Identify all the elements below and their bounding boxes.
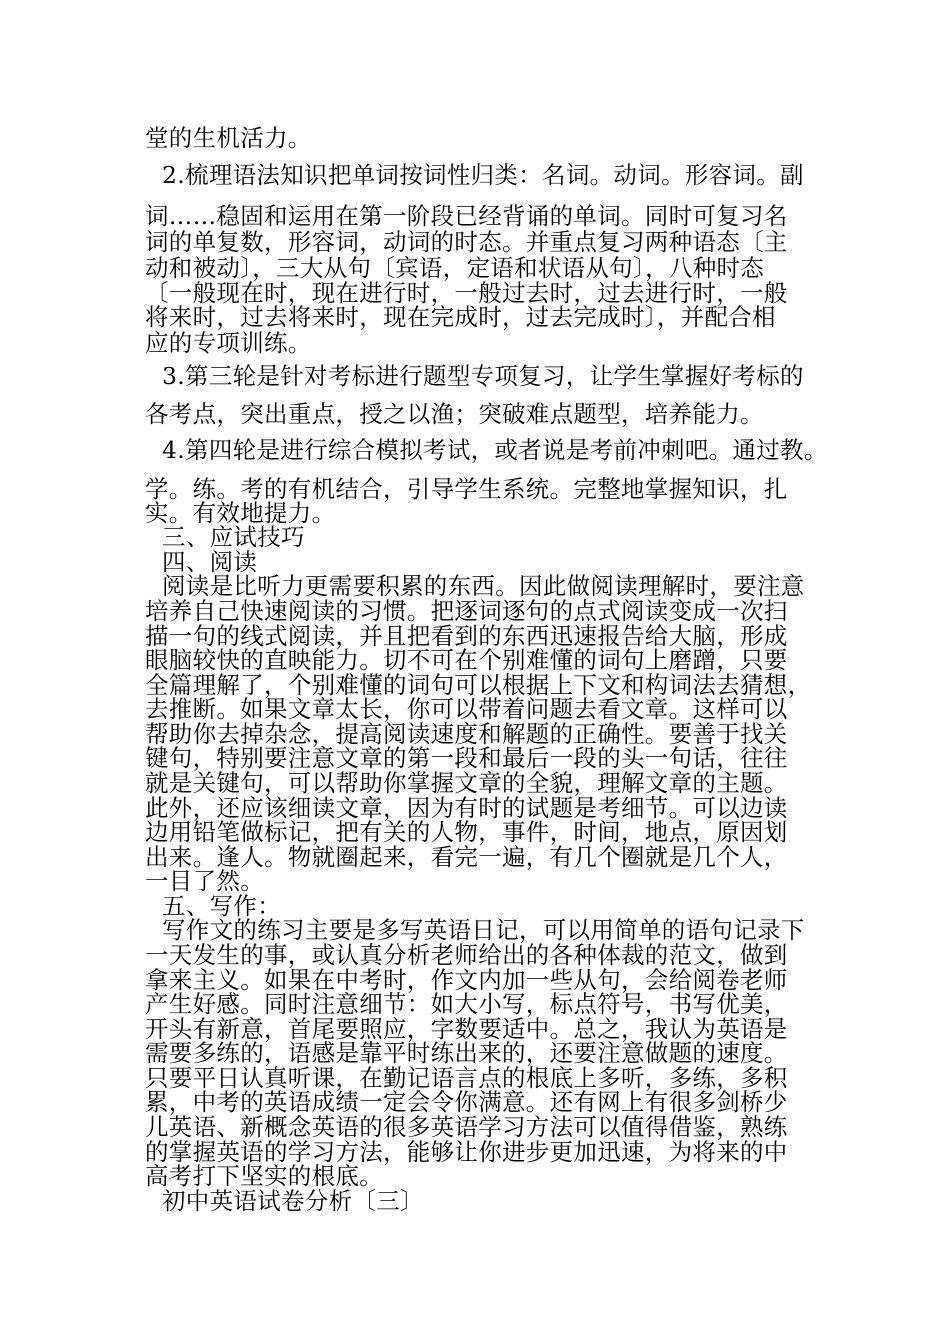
text-line: 2.梳理语法知识把单词按词性归类：名词。动词。形容词。副 bbox=[162, 161, 804, 189]
text-line: 帮助你去掉杂念，提高阅读速度和解题的正确性。要善于找关 bbox=[145, 720, 788, 748]
text-line: 将来时，过去将来时，现在完成时，过去完成时〕，并配合相 bbox=[145, 303, 776, 331]
text-line: 边用铅笔做标记，把有关的人物，事件，时间，地点，原因划 bbox=[145, 818, 788, 846]
text-line: 需要多练的，语感是靠平时练出来的，还要注意做题的速度。 bbox=[145, 1039, 788, 1067]
text-line: 〔一般现在时，现在进行时，一般过去时，过去进行时，一般 bbox=[145, 279, 788, 307]
text-line: 阅读是比听力更需要积累的东西。因此做阅读理解时，要注意 bbox=[162, 572, 805, 600]
text-line: 堂的生机活力。 bbox=[145, 124, 312, 152]
text-line: 此外，还应该细读文章，因为有时的试题是考细节。可以边读 bbox=[145, 794, 788, 822]
text-line: 开头有新意，首尾要照应，字数要适中。总之，我认为英语是 bbox=[145, 1015, 788, 1043]
text-line: 4.第四轮是进行综合模拟考试，或者说是考前冲刺吧。通过教。 bbox=[162, 436, 828, 464]
text-line: 描一句的线式阅读，并且把看到的东西迅速报告给大脑，形成 bbox=[145, 622, 788, 650]
text-line: 实。有效地提力。 bbox=[145, 499, 336, 527]
text-line: 拿来主义。如果在中考时，作文内加一些从句，会给阅卷老师 bbox=[145, 966, 788, 994]
text-line: 一天发生的事，或认真分析老师给出的各种体裁的范文，做到 bbox=[145, 941, 788, 969]
text-line: 一目了然。 bbox=[145, 867, 264, 895]
text-line: 应的专项训练。 bbox=[145, 329, 312, 357]
text-line: 学。练。考的有机结合，引导学生系统。完整地掌握知识，扎 bbox=[145, 475, 788, 503]
text-line: 键句，特别要注意文章的第一段和最后一段的头一句话，往往 bbox=[145, 744, 788, 772]
text-line: 累，中考的英语成绩一定会令你满意。还有网上有很多剑桥少 bbox=[145, 1088, 788, 1116]
text-line: 儿英语、新概念英语的很多英语学习方法可以值得借鉴，熟练 bbox=[145, 1113, 788, 1141]
section-heading: 四、阅读 bbox=[162, 548, 258, 576]
text-line: 的掌握英语的学习方法，能够让你进步更加迅速，为将来的中 bbox=[145, 1138, 788, 1166]
text-line: 全篇理解了，个别难懂的词句可以根据上下文和构词法去猜想， bbox=[145, 671, 812, 699]
text-line: 产生好感。同时注意细节：如大小写，标点符号，书写优美， bbox=[145, 990, 788, 1018]
text-line: 高考打下坚实的根底。 bbox=[145, 1162, 383, 1190]
section-heading: 三、应试技巧 bbox=[162, 523, 305, 551]
text-line: 动和被动〕，三大从句〔宾语，定语和状语从句〕，八种时态 bbox=[145, 254, 765, 282]
section-heading: 五、写作： bbox=[162, 892, 281, 920]
text-line: 只要平日认真听课，在勤记语言点的根底上多听，多练，多积 bbox=[145, 1064, 788, 1092]
text-line: 出来。逢人。物就圈起来，看完一遍，有几个圈就是几个人， bbox=[145, 843, 788, 871]
section-title: 初中英语试卷分析〔三〕 bbox=[162, 1187, 424, 1215]
text-line: 词的单复数，形容词，动词的时态。并重点复习两种语态〔主 bbox=[145, 228, 788, 256]
text-line: 眼脑较快的直映能力。切不可在个别难懂的词句上磨蹭，只要 bbox=[145, 646, 788, 674]
text-line: 3.第三轮是针对考标进行题型专项复习，让学生掌握好考标的 bbox=[162, 362, 804, 390]
text-line: 去推断。如果文章太长，你可以带着问题去看文章。这样可以 bbox=[145, 695, 788, 723]
text-line: 写作文的练习主要是多写英语日记，可以用简单的语句记录下 bbox=[162, 916, 805, 944]
text-line: 就是关键句，可以帮助你掌握文章的全貌，理解文章的主题。 bbox=[145, 769, 788, 797]
text-line: 各考点，突出重点，授之以渔；突破难点题型，培养能力。 bbox=[145, 400, 764, 428]
text-line: 词……稳固和运用在第一阶段已经背诵的单词。同时可复习名 bbox=[145, 202, 788, 230]
text-line: 培养自己快速阅读的习惯。把逐词逐句的点式阅读变成一次扫 bbox=[145, 597, 788, 625]
